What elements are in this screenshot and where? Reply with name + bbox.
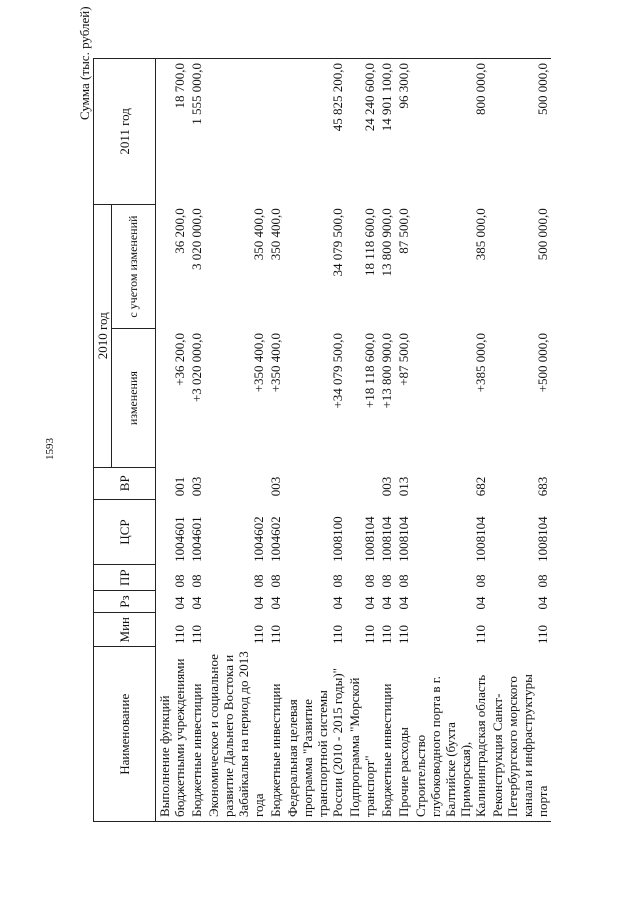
cell-csr: 1008104 [396, 516, 411, 562]
cell-y2011: 18 700,0 [156, 59, 189, 205]
cell-name: Бюджетные инвестиции [267, 647, 284, 822]
cell-vr: 683 [535, 476, 550, 497]
table-row [489, 59, 551, 822]
cell-rz: 04 [396, 596, 411, 610]
cell-name: Прочие расходы [395, 647, 412, 822]
cell-min: 110 [189, 624, 204, 644]
table-body [156, 59, 552, 822]
cell-rz: 04 [473, 596, 488, 610]
cell-name: Бюджетные инвестиции [188, 647, 205, 822]
cell-with-changes: 13 800 900,0 [379, 208, 394, 277]
cell-with-changes: 18 118 600,0 [362, 208, 377, 277]
cell-rz: 04 [330, 596, 345, 610]
cell-csr: 1008104 [362, 516, 377, 562]
cell-name: Бюджетные инвестиции [378, 647, 395, 822]
header-year-2011: 2011 год [94, 59, 156, 205]
cell-rz: 04 [362, 596, 377, 610]
header-min: Мин [94, 613, 156, 647]
cell-name: Федеральная целевая программа "Развитие транспортной системы России (2010 - 2015 годы)" [284, 647, 346, 822]
cell-changes: +87 500,0 [396, 332, 411, 386]
cell-changes: +3 020 000,0 [189, 332, 204, 403]
cell-changes: +13 800 900,0 [379, 332, 394, 409]
table-row [284, 59, 346, 822]
cell-csr: 1008100 [330, 516, 345, 562]
cell-changes: +385 000,0 [473, 332, 488, 393]
table-row [346, 59, 378, 822]
unit-note: Сумма (тыс. рублей) [77, 6, 92, 120]
cell-with-changes: 385 000,0 [473, 208, 488, 261]
table-row [188, 59, 205, 822]
cell-name: Реконструкция Санкт-Петербургского морского канала и инфраструктуры порта [489, 647, 551, 822]
cell-name: Подпрограмма "Морской транспорт" [346, 647, 378, 822]
cell-rz: 04 [172, 596, 187, 610]
header-csr: ЦСР [94, 499, 156, 565]
cell-pr: 08 [251, 574, 266, 588]
cell-with-changes: 87 500,0 [396, 208, 411, 254]
cell-vr: 013 [396, 476, 411, 497]
cell-min: 110 [251, 624, 266, 644]
cell-vr [205, 467, 267, 499]
cell-csr: 1008104 [379, 516, 394, 562]
cell-changes: +500 000,0 [535, 332, 550, 393]
cell-pr: 08 [396, 574, 411, 588]
cell-with-changes: 500 000,0 [535, 208, 550, 261]
cell-changes: +350 400,0 [251, 332, 266, 393]
cell-pr: 08 [172, 574, 187, 588]
cell-pr: 08 [268, 574, 283, 588]
cell-y2011 [267, 59, 284, 205]
table-row [395, 59, 412, 822]
cell-vr [284, 467, 346, 499]
cell-with-changes: 350 400,0 [268, 208, 283, 261]
cell-y2011: 1 555 000,0 [188, 59, 205, 205]
cell-vr: 003 [379, 476, 394, 497]
cell-with-changes: 350 400,0 [251, 208, 266, 261]
cell-min: 110 [535, 624, 550, 644]
cell-changes: +350 400,0 [268, 332, 283, 393]
cell-y2011 [205, 59, 267, 205]
cell-name: Экономическое и социальное развитие Дальнего Востока и Забайкалья на период до 2013 года [205, 647, 267, 822]
cell-changes: +34 079 500,0 [330, 332, 345, 409]
header-with-changes: с учетом изменений [112, 204, 156, 329]
cell-with-changes: 3 020 000,0 [189, 208, 204, 270]
cell-csr: 1008104 [535, 516, 550, 562]
cell-min: 110 [330, 624, 345, 644]
cell-min: 110 [172, 624, 187, 644]
table-row [156, 59, 189, 822]
cell-vr [346, 467, 378, 499]
cell-y2011: 14 901 100,0 [378, 59, 395, 205]
page-number: 1593 [44, 438, 56, 460]
cell-min: 110 [473, 624, 488, 644]
header-year-2010: 2010 год [94, 204, 112, 467]
cell-pr: 08 [189, 574, 204, 588]
header-changes: изменения [112, 329, 156, 467]
cell-csr: 1008104 [473, 516, 488, 562]
cell-pr: 08 [362, 574, 377, 588]
cell-with-changes: 36 200,0 [172, 208, 187, 254]
header-pr: ПР [94, 565, 156, 591]
cell-y2011: 96 300,0 [395, 59, 412, 205]
cell-min: 110 [379, 624, 394, 644]
cell-with-changes: 34 079 500,0 [330, 208, 345, 277]
cell-rz: 04 [535, 596, 550, 610]
cell-vr: 003 [268, 476, 283, 497]
cell-y2011: 24 240 600,0 [346, 59, 378, 205]
cell-min: 110 [268, 624, 283, 644]
budget-table [93, 58, 551, 822]
cell-vr: 003 [189, 476, 204, 497]
cell-pr: 08 [330, 574, 345, 588]
cell-vr: 001 [172, 476, 187, 497]
cell-rz: 04 [268, 596, 283, 610]
cell-y2011: 45 825 200,0 [284, 59, 346, 205]
cell-pr: 08 [473, 574, 488, 588]
header-vr: ВР [94, 467, 156, 499]
table-row [205, 59, 267, 822]
cell-pr: 08 [535, 574, 550, 588]
cell-y2011: 800 000,0 [412, 59, 489, 205]
cell-rz: 04 [379, 596, 394, 610]
cell-csr: 1004601 [172, 516, 187, 562]
cell-vr: 682 [473, 476, 488, 497]
header-name: Наименование [94, 647, 156, 822]
cell-name: Строительство глубоководного порта в г. Балтийске (бухта Приморская), Калининградская область [412, 647, 489, 822]
cell-min: 110 [396, 624, 411, 644]
cell-pr: 08 [379, 574, 394, 588]
cell-csr: 1004602 [251, 516, 266, 562]
cell-y2011: 500 000,0 [489, 59, 551, 205]
cell-rz: 04 [189, 596, 204, 610]
cell-min: 110 [362, 624, 377, 644]
cell-changes: +36 200,0 [172, 332, 187, 386]
cell-rz: 04 [251, 596, 266, 610]
cell-changes: +18 118 600,0 [362, 332, 377, 409]
table-row [412, 59, 489, 822]
header-rz: Рз [94, 591, 156, 613]
table-row [378, 59, 395, 822]
cell-name: Выполнение функций бюджетными учреждениями [156, 647, 189, 822]
cell-csr: 1004601 [189, 516, 204, 562]
cell-csr: 1004602 [268, 516, 283, 562]
table-row [267, 59, 284, 822]
